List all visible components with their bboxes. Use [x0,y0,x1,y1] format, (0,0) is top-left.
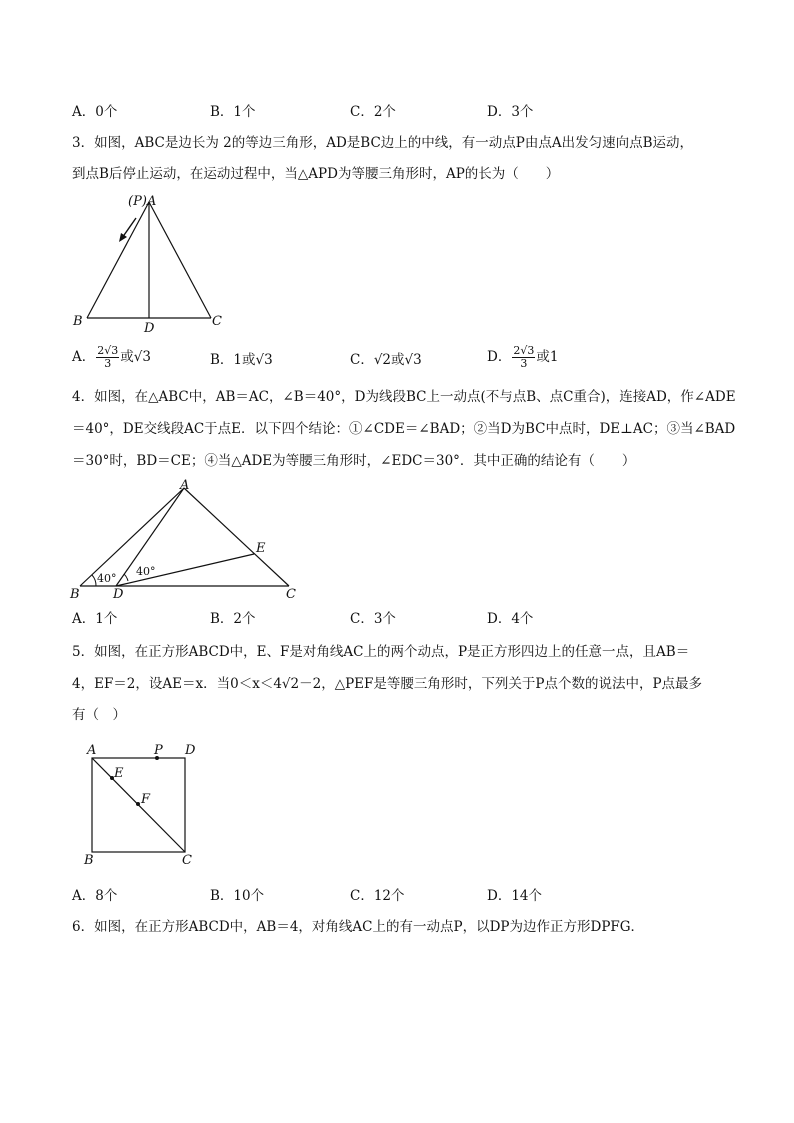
q3-label-a: A [147,194,157,209]
q5-stem-line1: 5．如图，在正方形ABCD中，E、F是对角线AC上的两个动点，P是正方形四边上的任意一点，且AB＝ [72,644,690,660]
q3-option-a: A． $\frac{2√3}{3}$ 或√3 [72,344,151,370]
q5-label-e: E [114,766,124,781]
q4-label-a: A [180,478,190,493]
q4-option-b: B．2个 [210,611,256,627]
q5-label-b: B [84,853,94,868]
q2-option-b: B．1个 [210,104,256,120]
q3-label-p: (P) [128,194,147,209]
q4-label-b: B [70,587,80,602]
q2-option-a: A．0个 [72,104,118,120]
q3-label-d: D [144,321,155,336]
q4-angle-d: 40° [136,565,156,578]
q5-stem-line3: 有（ ） [72,707,126,723]
q3-stem-line2: 到点B后停止运动，在运动过程中，当△APD为等腰三角形时，AP的长为（ ） [72,166,560,182]
q5-label-c: C [182,853,192,868]
q3-triangle-figure [70,192,230,337]
q5-option-d: D．14个 [487,888,543,904]
q4-option-d: D．4个 [487,611,534,627]
q5-option-a: A．8个 [72,888,118,904]
q3-option-b: B．1或√3 [210,352,273,368]
q4-label-e: E [256,541,266,556]
q2-option-d: D．3个 [487,104,534,120]
q5-label-p: P [154,743,163,758]
q4-label-d: D [113,587,124,602]
q4-label-c: C [286,587,296,602]
q3-option-d: D． $\frac{2√3}{3}$ 或1 [487,344,559,370]
q4-option-a: A．1个 [72,611,118,627]
q6-stem-line1: 6．如图，在正方形ABCD中，AB＝4，对角线AC上的有一动点P，以DP为边作正方形DPFG． [72,919,645,935]
q4-stem-line1: 4．如图，在△ABC中，AB＝AC，∠B＝40°，D为线段BC上一动点(不与点B、点C重合)，连接AD，作∠ADE [72,389,736,405]
q5-square-figure [80,740,210,870]
q5-option-c: C．12个 [350,888,405,904]
q4-stem-line2: ＝40°，DE交线段AC于点E．以下四个结论：①∠CDE＝∠BAD；②当D为BC中点时，DE⊥AC；③当∠BAD [72,421,736,437]
q3-option-c: C．√2或√3 [350,352,422,368]
q4-angle-b: 40° [97,572,117,585]
q5-stem-line2: 4，EF＝2，设AE＝x．当0＜x＜4√2－2，△PEF是等腰三角形时，下列关于P点个数的说法中，P点最多 [72,676,703,692]
q5-label-d: D [185,743,196,758]
q3-label-c: C [212,314,222,329]
q3-stem-line1: 3．如图，ABC是边长为 2的等边三角形，AD是BC边上的中线，有一动点P由点A出发匀速向点B运动， [72,135,694,151]
q4-option-c: C．3个 [350,611,396,627]
q5-label-a: A [87,743,97,758]
q4-triangle-figure [70,476,310,606]
q3-label-b: B [73,314,83,329]
q5-option-b: B．10个 [210,888,265,904]
q5-label-f: F [141,792,151,807]
q2-option-c: C．2个 [350,104,396,120]
q4-stem-line3: ＝30°时，BD＝CE；④当△ADE为等腰三角形时，∠EDC＝30°．其中正确的结论有（ ） [72,453,636,469]
